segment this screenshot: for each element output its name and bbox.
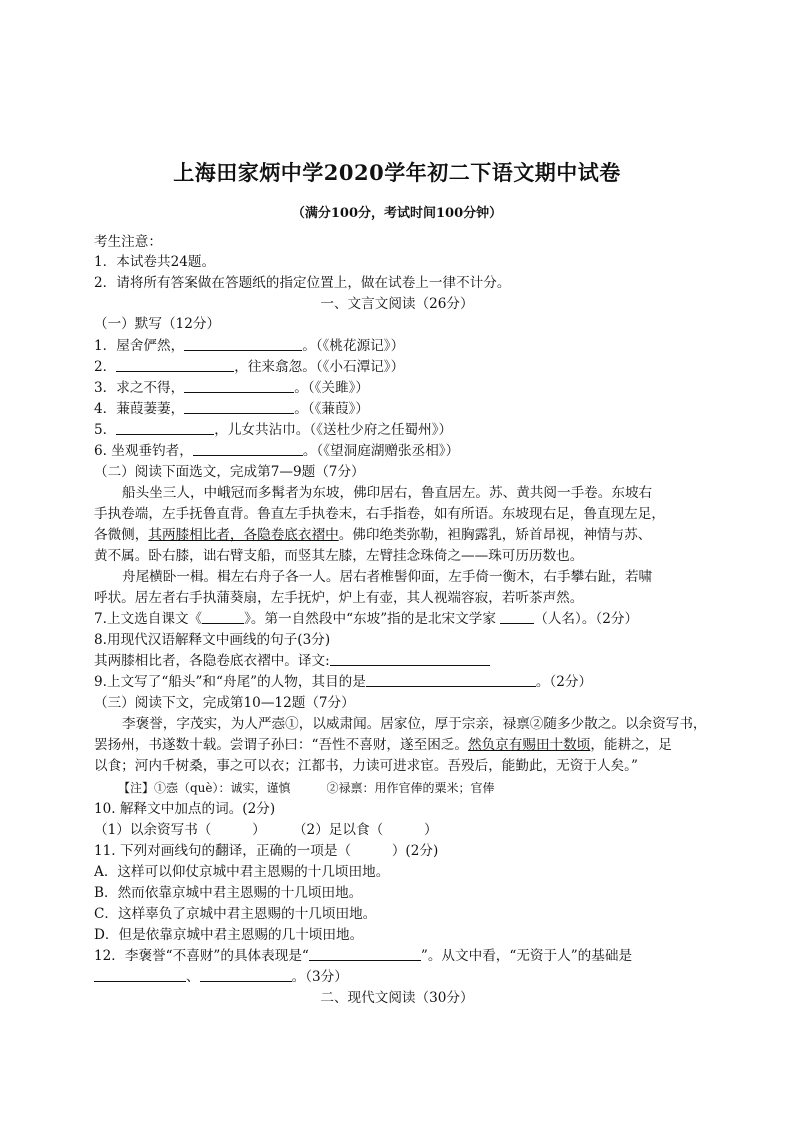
option-a[interactable]: A．这样可以仰仗京城中君主恩赐的十几顷田地。 [94,864,390,880]
notice-heading: 考生注意： [94,234,162,250]
question-5: 5． ，儿女共沾巾。（《送杜少府之任蜀州》） [94,422,453,438]
question-10-items: （1）以余资写书（ ） （2）足以食（ ） [94,822,438,838]
question-8: 8.用现代汉语解释文中画线的句子(3分) [94,632,331,648]
notice-item-1: 1．本试卷共24题。 [94,254,216,270]
answer-blank[interactable] [193,441,303,456]
answer-blank[interactable] [202,609,244,624]
question-10: 10. 解释文中加点的词。(2分) [94,801,276,817]
exam-subtitle: （满分100分，考试时间100分钟） [291,206,503,221]
answer-blank[interactable] [184,399,294,414]
answer-blank[interactable] [94,967,186,982]
passage-2-line: 各微侧，其两膝相比者，各隐卷底衣褶中。佛印绝类弥勒，袒胸露乳，矫首昂视，神情与苏、 [94,527,652,543]
underlined-sentence: 其两膝相比者，各隐卷底衣褶中 [148,527,339,543]
answer-blank[interactable] [500,609,534,624]
answer-blank[interactable] [200,967,292,982]
question-7: 7.上文选自课文《 》。第一自然段中“东坡”指的是北宋文学家 （人名）。（2分） [94,611,639,627]
option-d[interactable]: D．但是依靠京城中君主恩赐的几十顷田地。 [94,927,364,943]
part-3-heading: （三）阅读下文，完成第10—12题（7分） [94,695,355,711]
passage-2-line: 呼状。居左者右手执蒲葵扇，左手抚炉，炉上有壶，其人视端容寂，若听茶声然。 [94,590,584,606]
question-12-continued: 、 。（3分） [94,967,348,987]
answer-blank[interactable] [330,651,490,666]
passage-2-line: 舟尾横卧一楫。楫左右舟子各一人。居右者椎髻仰面，左手倚一衡木，右手攀右趾，若啸 [122,569,653,585]
answer-blank[interactable] [309,946,421,961]
question-1: 1．屋舍俨然， 。（《桃花源记》） [94,338,405,354]
answer-blank[interactable] [116,420,214,435]
answer-blank[interactable] [116,357,234,372]
passage-2-line: 船头坐三人，中峨冠而多髯者为东坡，佛印居右，鲁直居左。苏、黄共阅一手卷。东坡右 [122,485,653,501]
question-4: 4．蒹葭萋萋， 。（《蒹葭》） [94,401,369,417]
answer-blank[interactable] [184,336,302,351]
part-2-heading: （二）阅读下面选文，完成第7—9题（7分） [94,464,365,480]
option-c[interactable]: C．这样辜负了京城中君主恩赐的十几顷田地。 [94,906,377,922]
exam-title: 上海田家炳中学2020学年初二下语文期中试卷 [173,160,621,185]
question-2: 2． ，往来翕忽。（《小石潭记》） [94,359,405,375]
part-1-heading: （一）默写（12分） [94,316,221,332]
question-8-sentence: 其两膝相比者，各隐卷底衣褶中。译文: [94,651,490,671]
underlined-sentence: 然负京有赐田十数顷 [467,737,591,753]
passage-2-line: 手执卷端，左手抚鲁直背。鲁直左手执卷末，右手指卷，如有所语。东坡现右足，鲁直现左足， [94,506,665,522]
question-12: 12．李褒誉“不喜财”的具体表现是“ ”。从文中看，“无资于人”的基础是 [94,948,633,964]
passage-3-line: 李褒誉，字茂实，为人严悫①，以威肃闻。居家位，厚于宗亲，禄禀②随多少散之。以余资写书， [122,716,707,732]
answer-blank[interactable] [184,378,294,393]
section-1-heading: 一、文言文阅读（26分） [320,296,474,312]
question-11: 11. 下列对画线句的翻译，正确的一项是（ ）(2分) [94,843,439,859]
option-b[interactable]: B．然而依靠京城中君主恩赐的十几顷田地。 [94,885,363,901]
notice-item-2: 2．请将所有答案做在答题纸的指定位置上，做在试卷上一律不计分。 [94,275,511,291]
passage-3-line: 以食；河内千树桑，事之可以衣；江都书，力读可进求宦。吾殁后，能勤此，无资于人矣。” [94,758,638,774]
passage-3-line: 罢扬州，书遂数十载。尝谓子孙曰：“吾性不喜财，遂至困乏。然负京有赐田十数顷，能耕之，足 [94,737,672,753]
footnote: 【注】①悫（què）：诚实，谨慎 ②禄禀：用作官俸的粟米；官俸 [118,781,495,795]
passage-2-line: 黄不属。卧右膝，诎右臂支船，而竖其左膝，左臂挂念珠倚之——珠可历历数也。 [94,548,584,564]
question-3: 3．求之不得， 。（《关雎》） [94,380,369,396]
question-9: 9.上文写了“船头”和“舟尾”的人物，其目的是 。（2分） [94,674,593,690]
answer-blank[interactable] [366,672,536,687]
question-6: 6. 坐观垂钓者， 。（《望洞庭湖赠张丞相》） [94,443,460,459]
section-2-heading: 二、现代文阅读（30分） [320,990,474,1006]
